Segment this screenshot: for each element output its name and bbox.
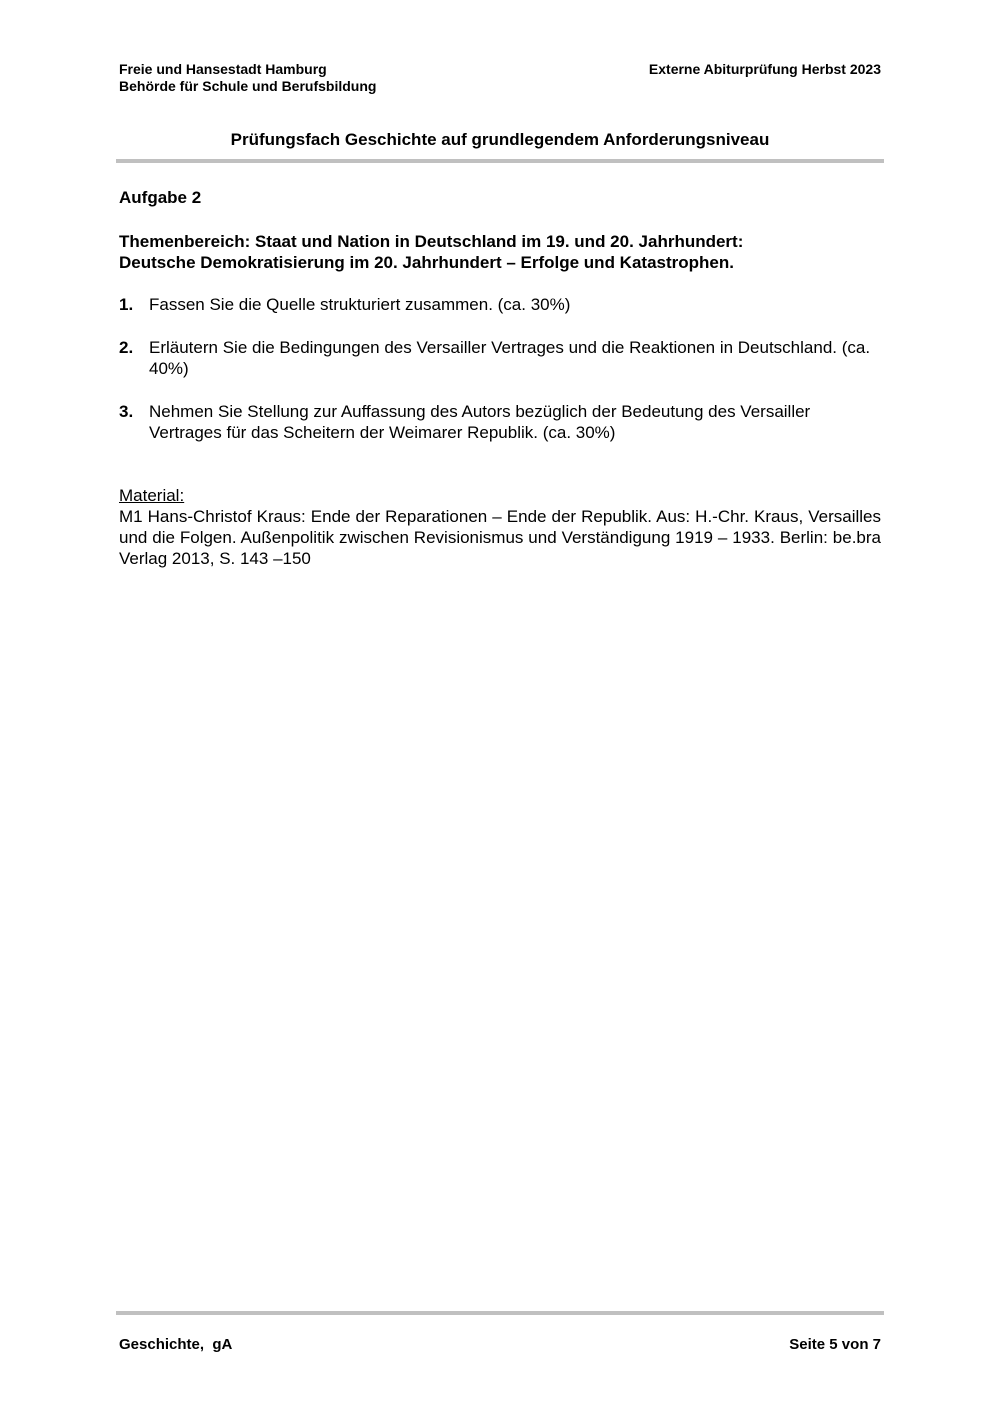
task-text: Erläutern Sie die Bedingungen des Versailler Vertrages und die Reaktionen in Deutschland. (ca. 40%) xyxy=(149,338,871,378)
exam-subject-title: Prüfungsfach Geschichte auf grundlegendem Anforderungsniveau xyxy=(230,130,770,149)
header-institution xyxy=(119,61,376,95)
task-text: Fassen Sie die Quelle strukturiert zusammen. (ca. 30%) xyxy=(149,295,571,314)
material-label: Material: xyxy=(119,486,185,505)
footer-page-number: Seite 5 von 7 xyxy=(789,1336,881,1353)
task-text: Nehmen Sie Stellung zur Auffassung des Autors bezüglich der Bedeutung des Versailler Vertrages für das Scheitern der Weimarer Republik. (ca. 30%) xyxy=(149,402,811,442)
material-source: M1 Hans-Christof Kraus: Ende der Reparationen – Ende der Republik. Aus: H.-Chr. Kraus, Versailles und die Folgen. Außenpolitik zwischen Revisionismus und Verständigung 1919 – 1933. Berlin: be.bra Verlag 2013, S. 143 –150 xyxy=(119,507,881,568)
theme-line-2: Deutsche Demokratisierung im 20. Jahrhundert – Erfolge und Katastrophen. xyxy=(119,253,734,272)
task-number: 2. xyxy=(119,338,134,357)
header-authority: Behörde für Schule und Berufsbildung xyxy=(119,78,377,94)
footer-subject: Geschichte, gA xyxy=(119,1336,233,1353)
task-title: Aufgabe 2 xyxy=(119,188,202,207)
footer-divider xyxy=(116,1311,884,1315)
task-list xyxy=(119,294,881,465)
theme-heading xyxy=(119,231,881,273)
material-section xyxy=(119,485,881,569)
task-item xyxy=(119,401,881,443)
header-city: Freie und Hansestadt Hamburg xyxy=(119,61,327,77)
task-number: 3. xyxy=(119,402,134,421)
task-number: 1. xyxy=(119,295,134,314)
theme-line-1: Themenbereich: Staat und Nation in Deutschland im 19. und 20. Jahrhundert: xyxy=(119,232,744,251)
task-item xyxy=(119,337,881,379)
header-divider xyxy=(116,159,884,163)
task-item xyxy=(119,294,881,315)
header-exam: Externe Abiturprüfung Herbst 2023 xyxy=(648,61,881,77)
